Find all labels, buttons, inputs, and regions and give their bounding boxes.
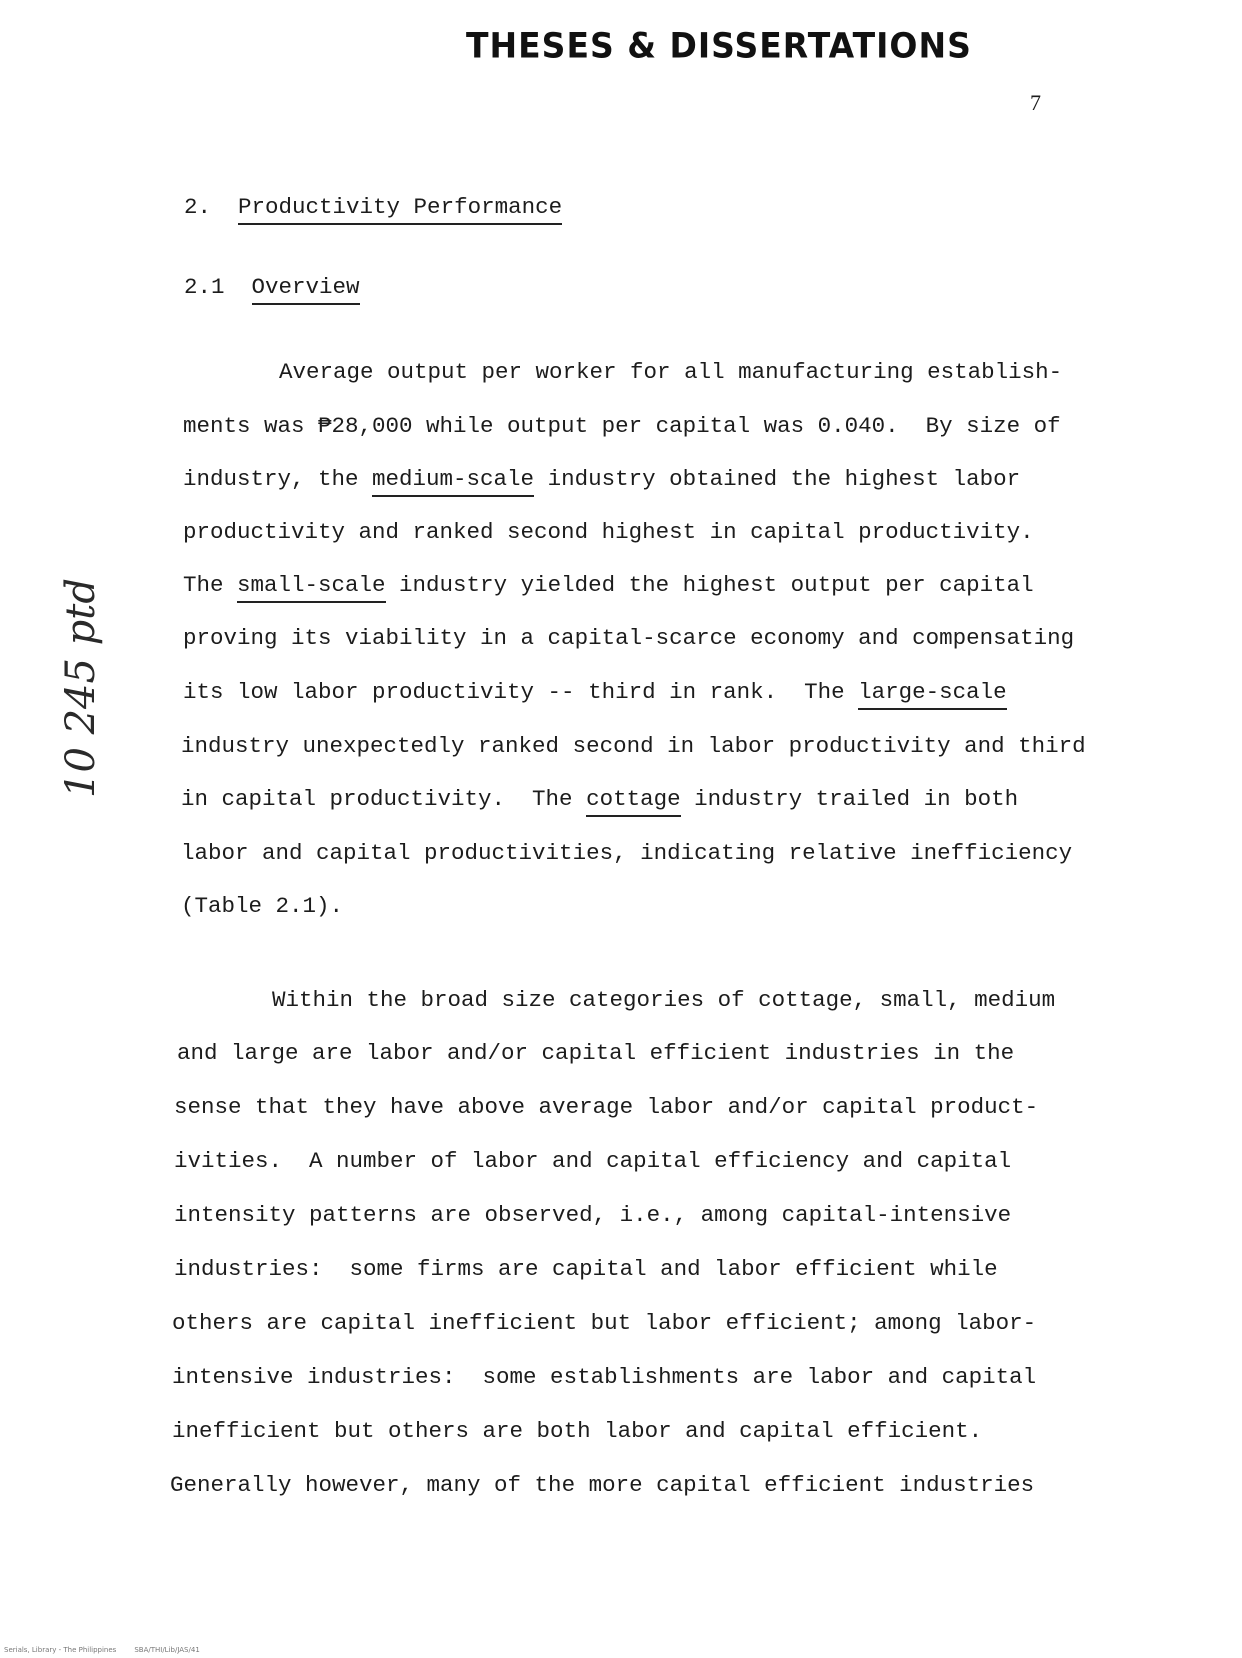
term-medium-scale: medium-scale <box>372 466 534 497</box>
text-line: The small-scale industry yielded the highest output per capital <box>183 574 1034 597</box>
subsection-title: Overview <box>252 274 360 305</box>
text-line: Average output per worker for all manufacturing establish- <box>279 359 1063 385</box>
text-line: and large are labor and/or capital efficient industries in the <box>177 1040 1015 1066</box>
section-heading <box>184 196 562 219</box>
text-line: productivity and ranked second highest in capital productivity. <box>183 519 1034 545</box>
text-line: in capital productivity. The cottage industry trailed in both <box>181 788 1018 811</box>
text-line: Generally however, many of the more capital efficient industries <box>170 1472 1035 1498</box>
text-line: proving its viability in a capital-scarce economy and compensating <box>183 625 1075 651</box>
text-line: inefficient but others are both labor and capital efficient. <box>172 1418 983 1444</box>
text-line: its low labor productivity -- third in rank. The large-scale <box>183 681 1007 704</box>
text-line: ments was ₱28,000 while output per capital was 0.040. By size of <box>183 413 1061 439</box>
term-cottage: cottage <box>586 786 681 817</box>
stamp-heading: THESES & DISSERTATIONS <box>466 25 972 66</box>
text-line: industry, the medium-scale industry obtained the highest labor <box>183 468 1020 491</box>
section-number: 2. <box>184 194 212 220</box>
text-line: sense that they have above average labor and/or capital product- <box>174 1094 1039 1120</box>
footer-right: SBA/THI/Lib/JAS/41 <box>134 1646 200 1654</box>
footer <box>4 1646 218 1654</box>
subsection-heading <box>184 276 360 299</box>
term-small-scale: small-scale <box>237 572 386 603</box>
text-line: ivities. A number of labor and capital efficiency and capital <box>174 1148 1012 1174</box>
footer-left: Serials, Library - The Philippines <box>4 1646 117 1654</box>
text-line: Within the broad size categories of cottage, small, medium <box>272 987 1056 1013</box>
margin-note: 10 245 ptd <box>58 578 104 798</box>
term-large-scale: large-scale <box>858 679 1007 710</box>
text-line: industry unexpectedly ranked second in labor productivity and third <box>181 733 1086 759</box>
subsection-number: 2.1 <box>184 274 225 300</box>
section-title: Productivity Performance <box>238 194 562 225</box>
text-line: intensity patterns are observed, i.e., among capital-intensive <box>174 1202 1012 1228</box>
text-line: labor and capital productivities, indicating relative inefficiency <box>181 840 1073 866</box>
page-number: 7 <box>1030 90 1041 115</box>
text-line: industries: some firms are capital and labor efficient while <box>174 1256 998 1282</box>
text-line: (Table 2.1). <box>181 893 344 919</box>
text-line: others are capital inefficient but labor efficient; among labor- <box>172 1310 1037 1336</box>
text-line: intensive industries: some establishments are labor and capital <box>172 1364 1037 1390</box>
